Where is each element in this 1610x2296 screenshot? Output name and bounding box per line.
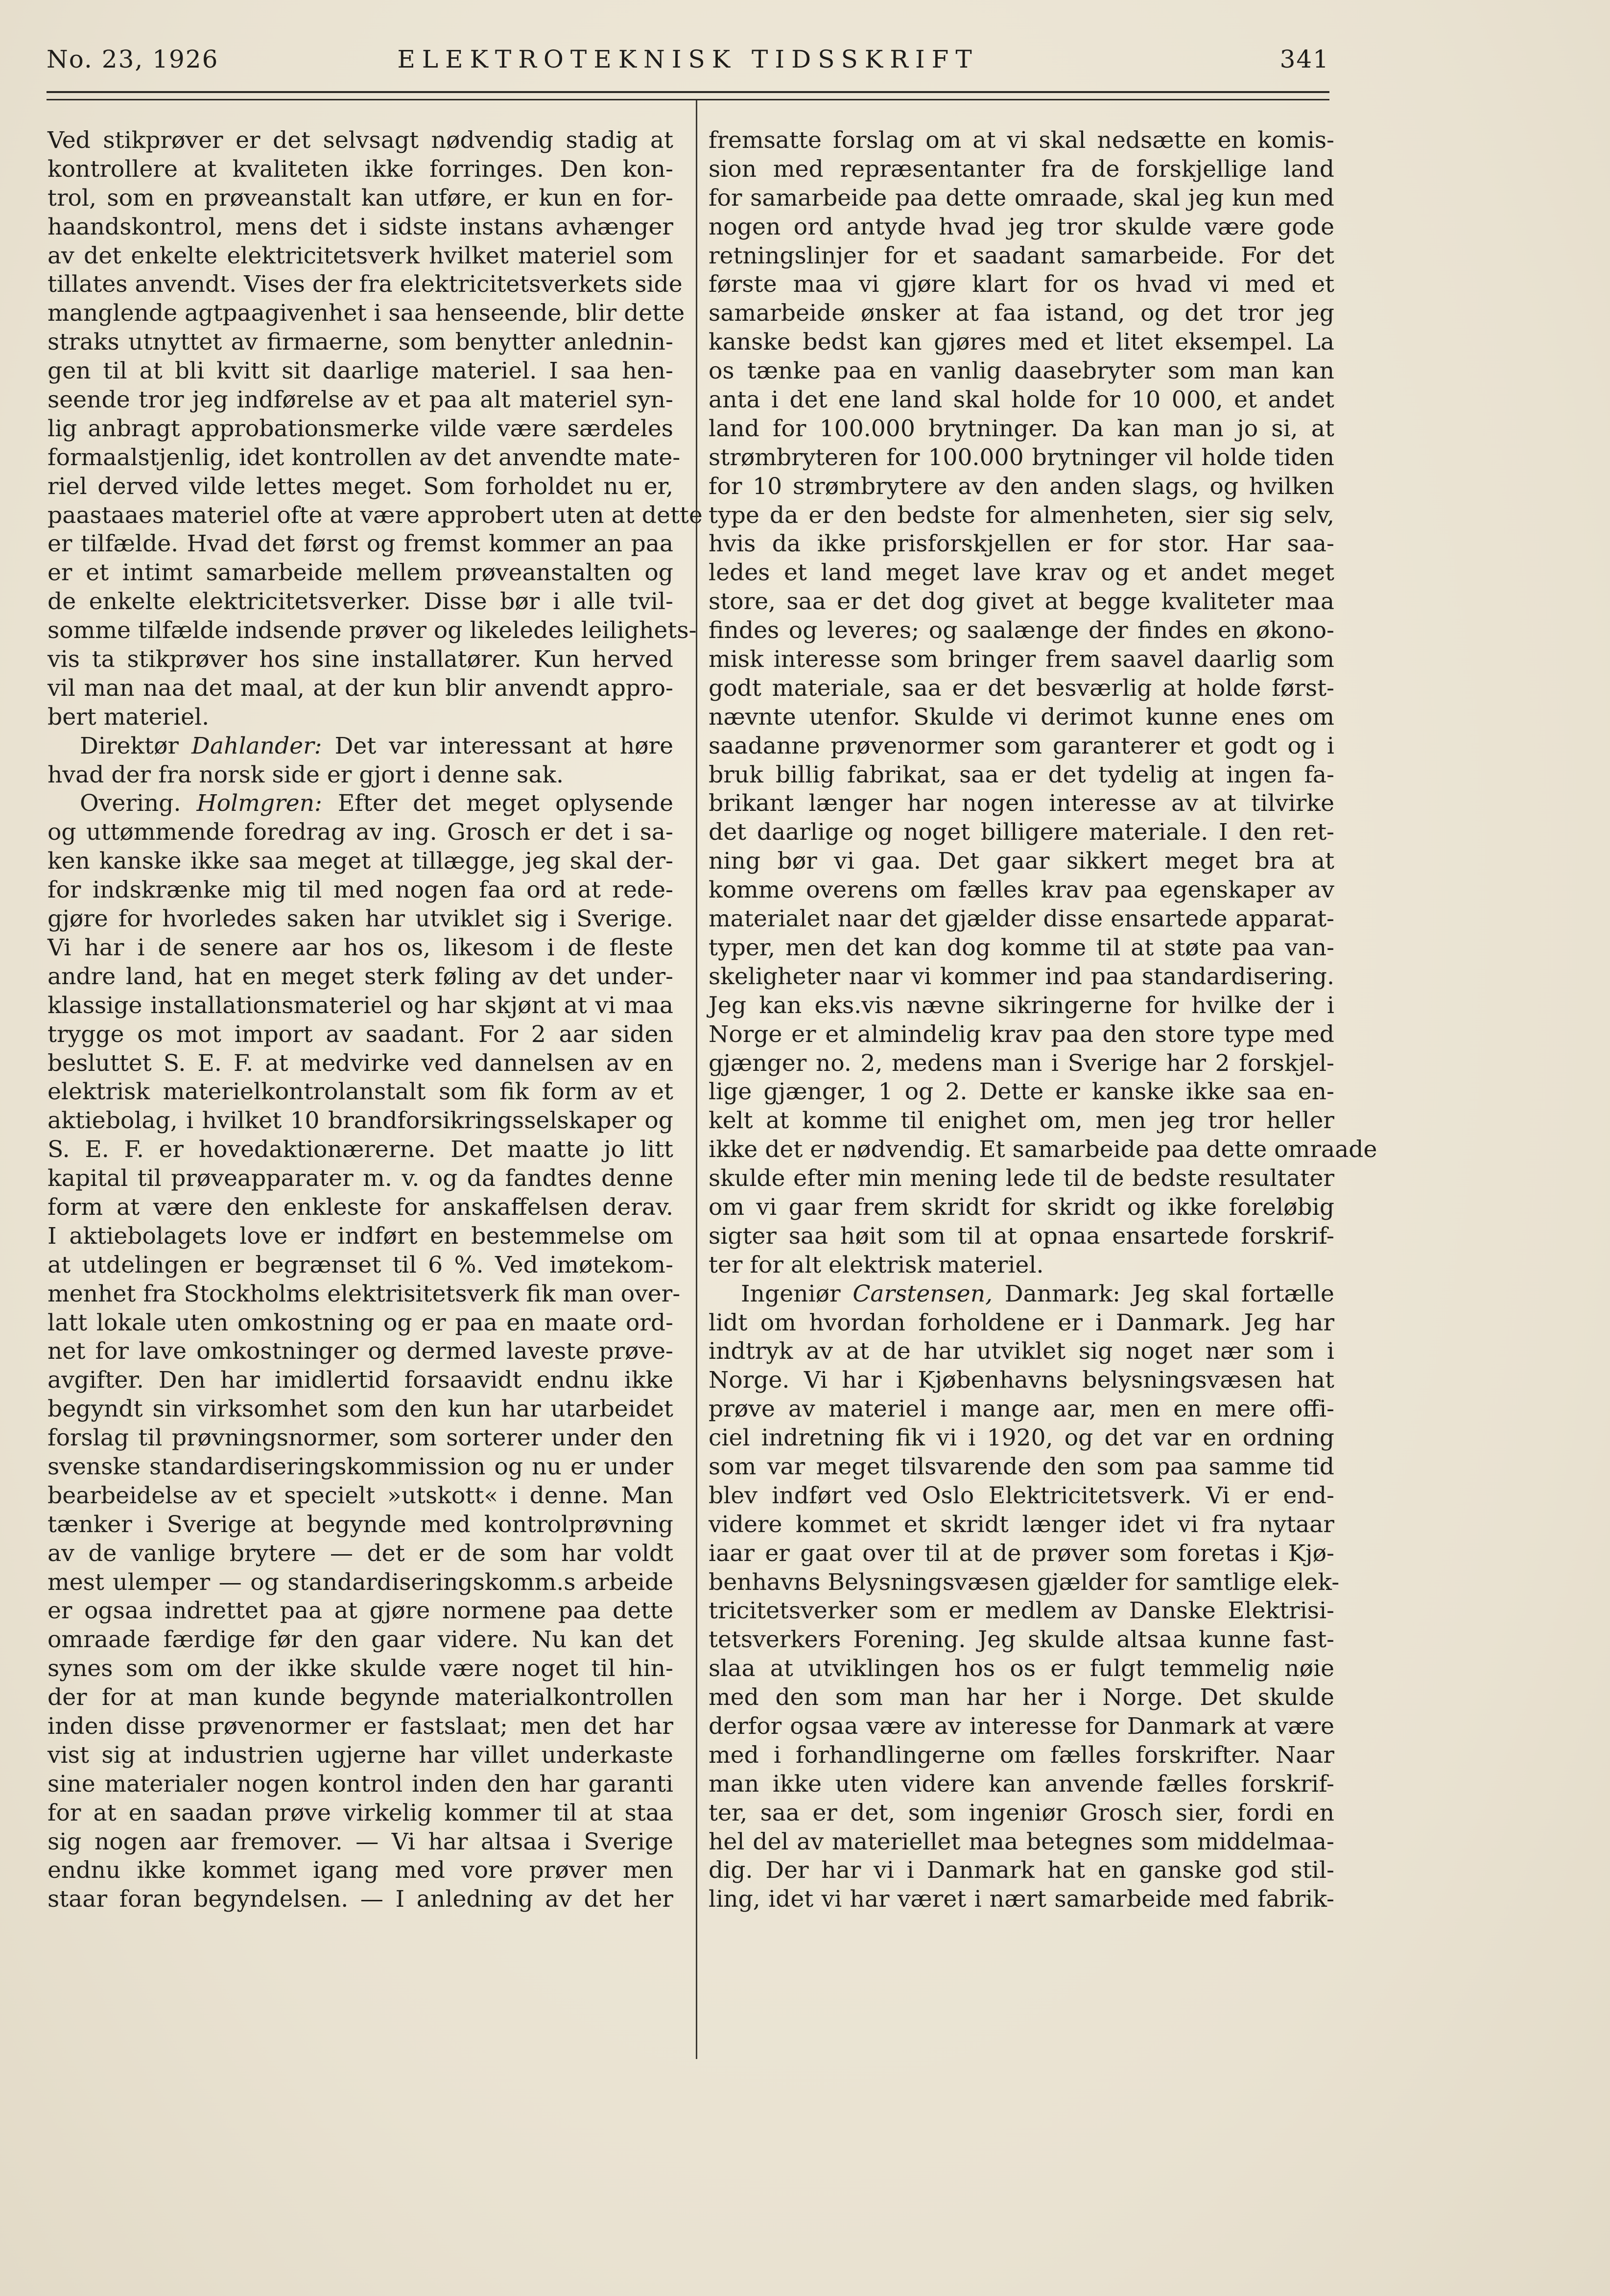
text-line: er et intimt samarbeide mellem prøveanstalten og xyxy=(47,559,673,587)
text-line: gen til at bli kvitt sit daarlige materiel. I saa hen- xyxy=(47,357,673,385)
text-line: dig. Der har vi i Danmark hat en ganske god stil- xyxy=(709,1857,1334,1884)
text-line: seende tror jeg indførelse av et paa alt materiel syn- xyxy=(47,386,673,414)
text-line: besluttet S. E. F. at medvirke ved dannelsen av en xyxy=(47,1049,673,1077)
text-line: synes som om der ikke skulde være noget til hin- xyxy=(47,1655,673,1682)
text-line: med den som man har her i Norge. Det skulde xyxy=(709,1684,1334,1711)
text-line: forslag til prøvningsnormer, som sorterer under den xyxy=(47,1424,673,1452)
text-line: hvis da ikke prisforskjellen er for stor. Har saa- xyxy=(709,530,1334,558)
text-line: hel del av materiellet maa betegnes som middelmaa- xyxy=(709,1828,1334,1855)
text-line: vist sig at industrien ugjerne har villet underkaste xyxy=(47,1741,673,1769)
text-line: slaa at utviklingen hos os er fulgt temmelig nøie xyxy=(709,1655,1334,1682)
text-line: form at være den enkleste for anskaffelsen derav. xyxy=(47,1193,673,1221)
text-line: Norge. Vi har i Kjøbenhavns belysningsvæsen hat xyxy=(709,1367,1334,1394)
text-line: ciel indretning fik vi i 1920, og det var en ordning xyxy=(709,1424,1334,1452)
text-line: for indskrænke mig til med nogen faa ord at rede- xyxy=(47,876,673,904)
text-line: S. E. F. er hovedaktionærerne. Det maatte jo litt xyxy=(47,1136,673,1163)
text-line: sine materialer nogen kontrol inden den har garanti xyxy=(47,1770,673,1798)
issue-label: No. 23, 1926 xyxy=(47,45,219,73)
text-line: ikke det er nødvendig. Et samarbeide paa dette omraade xyxy=(709,1136,1377,1163)
text-line: tænker i Sverige at begynde med kontrolprøvning xyxy=(47,1511,673,1538)
text-line: hvad der fra norsk side er gjort i denne sak. xyxy=(47,761,564,788)
text-line: kelt at komme til enighet om, men jeg tror heller xyxy=(709,1107,1334,1135)
text-line: derfor ogsaa være av interesse for Danmark at være xyxy=(709,1712,1334,1740)
speaker-name: Dahlander: xyxy=(191,732,322,759)
text-line: misk interesse som bringer frem saavel daarlig som xyxy=(709,646,1334,673)
text-line: komme overens om fælles krav paa egenskaper av xyxy=(709,876,1334,904)
text-line: det daarlige og noget billigere materiale. I den ret- xyxy=(709,819,1334,846)
text-line xyxy=(709,1280,1334,1309)
text-line: somme tilfælde indsende prøver og likeledes leilighets- xyxy=(47,617,697,644)
text-line: for samarbeide paa dette omraade, skal jeg kun med xyxy=(709,184,1334,212)
text-line: vil man naa det maal, at der kun blir anvendt appro- xyxy=(47,674,673,702)
text-line: Norge er et almindelig krav paa den store type med xyxy=(709,1020,1334,1048)
text-line: gjøre for hvorledes saken har utviklet sig i Sverige. xyxy=(47,905,673,933)
text-line: samarbeide ønsker at faa istand, og det tror jeg xyxy=(709,300,1334,327)
text-line: vis ta stikprøver hos sine installatører. Kun herved xyxy=(47,646,673,673)
text-line: ken kanske ikke saa meget at tillægge, jeg skal der- xyxy=(47,848,673,875)
text-line: mest ulemper — og standardiseringskomm.s arbeide xyxy=(47,1568,673,1596)
speaker-name: Holmgren: xyxy=(196,790,322,817)
text-line: type da er den bedste for almenheten, sier sig selv, xyxy=(709,501,1334,529)
text-line: findes og leveres; og saalænge der findes en økono- xyxy=(709,617,1334,644)
text-line: er tilfælde. Hvad det først og fremst kommer an paa xyxy=(47,530,673,558)
text-line: haandskontrol, mens det i sidste instans avhænger xyxy=(47,213,673,240)
text-line: for at en saadan prøve virkelig kommer til at staa xyxy=(47,1799,673,1826)
text-line: riel derved vilde lettes meget. Som forholdet nu er, xyxy=(47,473,673,500)
text-line: aktiebolag, i hvilket 10 brandforsikringsselskaper og xyxy=(47,1107,673,1135)
text-line: svenske standardiseringskommission og nu er under xyxy=(47,1453,673,1480)
text-line: straks utnyttet av firmaerne, som benytter anlednin- xyxy=(47,329,673,356)
left-column xyxy=(47,126,703,1914)
line-text: Overing. xyxy=(80,790,197,817)
text-line: skulde efter min mening lede til de bedste resultater xyxy=(709,1165,1334,1192)
text-line: av det enkelte elektricitetsverk hvilket materiel som xyxy=(47,242,673,269)
text-line: ling, idet vi har været i nært samarbeide med fabrik- xyxy=(709,1886,1334,1913)
text-line: inden disse prøvenormer er fastslaat; men det har xyxy=(47,1712,673,1740)
text-line: land for 100.000 brytninger. Da kan man jo si, at xyxy=(709,415,1334,442)
text-line: formaalstjenlig, idet kontrollen av det anvendte mate- xyxy=(47,444,681,471)
text-line: indtryk av at de har utviklet sig noget nær som i xyxy=(709,1338,1334,1365)
speaker-name: Carstensen, xyxy=(852,1280,993,1307)
text-line: store, saa er det dog givet at begge kvaliteter maa xyxy=(709,588,1334,615)
text-line: trol, som en prøveanstalt kan utføre, er kun en for- xyxy=(47,184,673,212)
text-line: tillates anvendt. Vises der fra elektricitetsverkets side xyxy=(47,271,683,298)
line-text: Direktør xyxy=(80,732,191,759)
text-line: kontrollere at kvaliteten ikke forringes. Den kon- xyxy=(47,155,673,183)
page-number: 341 xyxy=(1279,45,1329,73)
text-line: iaar er gaat over til at de prøver som foretas i Kjø- xyxy=(709,1539,1334,1567)
text-line: latt lokale uten omkostning og er paa en maate ord- xyxy=(47,1309,673,1336)
column-divider xyxy=(696,100,697,2059)
text-line: skeligheter naar vi kommer ind paa standardisering. xyxy=(709,963,1334,990)
text-line: menhet fra Stockholms elektrisitetsverk fik man over- xyxy=(47,1280,681,1307)
text-line: godt materiale, saa er det besværlig at holde først- xyxy=(709,674,1334,702)
text-line: prøve av materiel i mange aar, men en mere offi- xyxy=(709,1396,1334,1423)
line-text: Efter det meget oplysende xyxy=(322,790,674,817)
text-line: avgifter. Den har imidlertid forsaavidt endnu ikke xyxy=(47,1367,673,1394)
text-line: manglende agtpaagivenhet i saa henseende, blir dette xyxy=(47,300,685,327)
text-line: trygge os mot import av saadant. For 2 aar siden xyxy=(47,1020,673,1048)
text-line: ter, saa er det, som ingeniør Grosch sier, fordi en xyxy=(709,1799,1334,1826)
text-line: de enkelte elektricitetsverker. Disse bør i alle tvil- xyxy=(47,588,673,615)
text-line: med i forhandlingerne om fælles forskrifter. Naar xyxy=(709,1741,1334,1769)
text-line: anta i det ene land skal holde for 10 000, et andet xyxy=(709,386,1334,414)
text-line: klassige installationsmateriel og har skjønt at vi maa xyxy=(47,992,673,1019)
text-line: tetsverkers Forening. Jeg skulde altsaa kunne fast- xyxy=(709,1626,1334,1654)
text-line: andre land, hat en meget sterk føling av det under- xyxy=(47,963,673,990)
text-line: I aktiebolagets love er indført en bestemmelse om xyxy=(47,1222,673,1250)
text-line: paastaaes materiel ofte at være approbert uten at dette xyxy=(47,501,703,529)
text-line: lige gjænger, 1 og 2. Dette er kanske ikke saa en- xyxy=(709,1078,1334,1106)
text-line: at utdelingen er begrænset til 6 %. Ved imøtekom- xyxy=(47,1251,673,1278)
text-line: lig anbragt approbationsmerke vilde være særdeles xyxy=(47,415,673,442)
journal-title: ELEKTROTEKNISK TIDSSKRIFT xyxy=(397,45,979,73)
text-line: der for at man kunde begynde materialkontrollen xyxy=(47,1684,673,1711)
text-line: materialet naar det gjælder disse ensartede apparat- xyxy=(709,905,1334,933)
text-line: net for lave omkostninger og dermed laveste prøve- xyxy=(47,1338,673,1365)
right-column xyxy=(709,126,1377,1914)
text-line: benhavns Belysningsvæsen gjælder for samtlige elek- xyxy=(709,1568,1340,1596)
text-line: ter for alt elektrisk materiel. xyxy=(709,1251,1044,1278)
text-line: endnu ikke kommet igang med vore prøver men xyxy=(47,1857,673,1884)
text-line: kanske bedst kan gjøres med et litet eksempel. La xyxy=(709,329,1334,356)
text-line: om vi gaar frem skridt for skridt og ikke foreløbig xyxy=(709,1193,1334,1221)
text-line: videre kommet et skridt længer idet vi fra nytaar xyxy=(709,1511,1334,1538)
text-line: av de vanlige brytere — det er de som har voldt xyxy=(47,1539,673,1567)
text-line: typer, men det kan dog komme til at støte paa van- xyxy=(709,934,1334,961)
text-line: er ogsaa indrettet paa at gjøre normene paa dette xyxy=(47,1597,673,1625)
text-line: elektrisk materielkontrolanstalt som fik form av et xyxy=(47,1078,673,1106)
text-line xyxy=(47,732,673,761)
text-line: Ved stikprøver er det selvsagt nødvendig stadig at xyxy=(47,127,673,154)
text-line: bert materiel. xyxy=(47,703,210,731)
text-line: sigter saa høit som til at opnaa ensartede forskrif- xyxy=(709,1222,1334,1250)
text-line: os tænke paa en vanlig daasebryter som man kan xyxy=(709,357,1334,385)
text-line: som var meget tilsvarende den som paa samme tid xyxy=(709,1453,1334,1480)
text-line: brikant længer har nogen interesse av at tilvirke xyxy=(709,790,1334,817)
text-line: lidt om hvordan forholdene er i Danmark. Jeg har xyxy=(709,1309,1334,1336)
header-double-rule xyxy=(47,91,1329,100)
text-line: Jeg kan eks.vis nævne sikringerne for hvilke der i xyxy=(709,992,1334,1019)
text-line: ledes et land meget lave krav og et andet meget xyxy=(709,559,1334,587)
text-line: man ikke uten videre kan anvende fælles forskrif- xyxy=(709,1770,1334,1798)
text-line: og uttømmende foredrag av ing. Grosch er det i sa- xyxy=(47,819,673,846)
text-line: nævnte utenfor. Skulde vi derimot kunne enes om xyxy=(709,703,1334,731)
text-line: kapital til prøveapparater m. v. og da fandtes denne xyxy=(47,1165,673,1192)
line-text: Ingeniør xyxy=(741,1280,853,1307)
text-line xyxy=(47,789,673,818)
text-line: fremsatte forslag om at vi skal nedsætte en komis- xyxy=(709,127,1334,154)
text-line: første maa vi gjøre klart for os hvad vi med et xyxy=(709,271,1334,298)
text-line: strømbryteren for 100.000 brytninger vil holde tiden xyxy=(709,444,1334,471)
text-line: begyndt sin virksomhet som den kun har utarbeidet xyxy=(47,1396,673,1423)
text-line: staar foran begyndelsen. — I anledning av det her xyxy=(47,1886,673,1913)
text-line: tricitetsverker som er medlem av Danske Elektrisi- xyxy=(709,1597,1334,1625)
running-header xyxy=(47,45,1329,79)
text-line: omraade færdige før den gaar videre. Nu kan det xyxy=(47,1626,673,1654)
text-line: for 10 strømbrytere av den anden slags, og hvilken xyxy=(709,473,1334,500)
text-line: ning bør vi gaa. Det gaar sikkert meget bra at xyxy=(709,848,1334,875)
text-line: saadanne prøvenormer som garanterer et godt og i xyxy=(709,732,1334,759)
line-text: Danmark: Jeg skal fortælle xyxy=(993,1280,1334,1307)
text-line: nogen ord antyde hvad jeg tror skulde være gode xyxy=(709,213,1334,240)
text-line: Vi har i de senere aar hos os, likesom i de fleste xyxy=(47,934,673,961)
text-line: gjænger no. 2, medens man i Sverige har 2 forskjel- xyxy=(709,1049,1334,1077)
line-text: Det var interessant at høre xyxy=(322,732,673,759)
text-line: retningslinjer for et saadant samarbeide. For det xyxy=(709,242,1334,269)
text-line: bearbeidelse av et specielt »utskott« i denne. Man xyxy=(47,1482,673,1509)
text-line: blev indført ved Oslo Elektricitetsverk. Vi er end- xyxy=(709,1482,1334,1509)
text-line: sion med repræsentanter fra de forskjellige land xyxy=(709,155,1334,183)
text-line: bruk billig fabrikat, saa er det tydelig at ingen fa- xyxy=(709,761,1334,788)
text-line: sig nogen aar fremover. — Vi har altsaa i Sverige xyxy=(47,1828,673,1855)
